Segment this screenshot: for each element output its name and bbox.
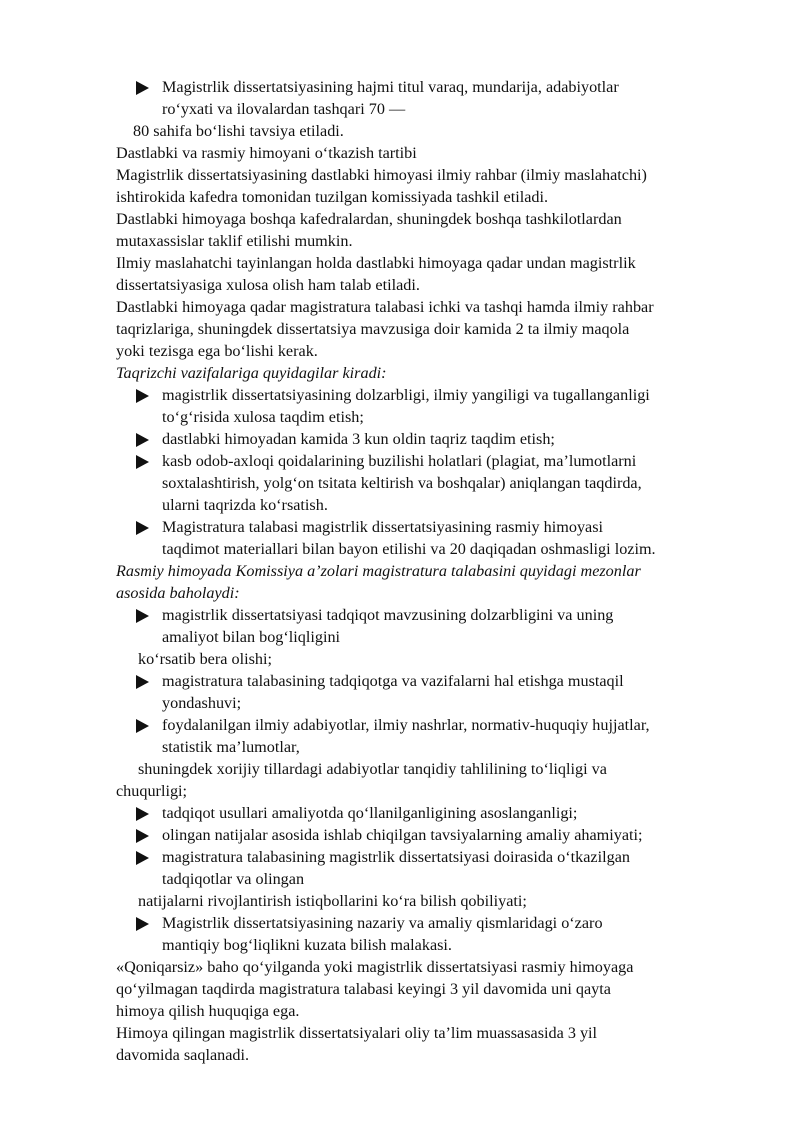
paragraph-line: soxtalashtirish, yolg‘on tsitata keltirish va boshqalar) aniqlangan taqdirda, bbox=[162, 474, 642, 492]
bullet-arrow-icon bbox=[136, 521, 149, 535]
list-item: magistrlik dissertatsiyasining dolzarbligi, ilmiy yangiligi va tugallanganligi bbox=[162, 386, 650, 404]
list-item: Magistrlik dissertatsiyasining hajmi titul varaq, mundarija, adabiyotlar bbox=[162, 78, 619, 96]
paragraph-line: taqdimot materiallari bilan bayon etilishi va 20 daqiqadan oshmasligi lozim. bbox=[162, 540, 656, 558]
paragraph-line: Himoya qilingan magistrlik dissertatsiyalari oliy ta’lim muassasasida 3 yil bbox=[116, 1024, 598, 1042]
list-item: magistrlik dissertatsiyasi tadqiqot mavzusining dolzarbligini va uning bbox=[162, 606, 614, 624]
list-item: Magistrlik dissertatsiyasining nazariy va amaliy qismlaridagi o‘zaro bbox=[162, 914, 603, 932]
paragraph-line: «Qoniqarsiz» baho qo‘yilganda yoki magistrlik dissertatsiyasi rasmiy himoyaga bbox=[116, 958, 634, 976]
bullet-arrow-icon bbox=[136, 851, 149, 865]
paragraph-line: mutaxassislar taklif etilishi mumkin. bbox=[116, 232, 353, 250]
bullet-arrow-icon bbox=[136, 455, 149, 469]
paragraph-line: himoya qilish huquqiga ega. bbox=[116, 1002, 300, 1020]
section-heading: asosida baholaydi: bbox=[116, 584, 240, 602]
paragraph-line: Dastlabki himoyaga boshqa kafedralardan, shuningdek boshqa tashkilotlardan bbox=[116, 210, 622, 228]
paragraph-line: amaliyot bilan bog‘liqligini bbox=[162, 628, 341, 646]
bullet-arrow-icon bbox=[136, 829, 149, 843]
paragraph-line: ro‘yxati va ilovalardan tashqari 70 — bbox=[162, 100, 406, 118]
paragraph-line: Magistrlik dissertatsiyasining dastlabki himoyasi ilmiy rahbar (ilmiy maslahatchi) bbox=[116, 166, 647, 184]
section-heading: Taqrizchi vazifalariga quyidagilar kiradi: bbox=[116, 364, 387, 382]
paragraph-line: yondashuvi; bbox=[162, 694, 242, 712]
paragraph-line: Dastlabki himoyaga qadar magistratura talabasi ichki va tashqi hamda ilmiy rahbar bbox=[116, 298, 654, 316]
list-item: foydalanilgan ilmiy adabiyotlar, ilmiy nashrlar, normativ-huquqiy hujjatlar, bbox=[162, 716, 650, 734]
bullet-arrow-icon bbox=[136, 389, 149, 403]
paragraph-line: statistik ma’lumotlar, bbox=[162, 738, 300, 756]
paragraph-line: taqrizlariga, shuningdek dissertatsiya mavzusiga doir kamida 2 ta ilmiy maqola bbox=[116, 320, 630, 338]
list-item: dastlabki himoyadan kamida 3 kun oldin taqriz taqdim etish; bbox=[162, 430, 555, 448]
paragraph-line: dissertatsiyasiga xulosa olish ham talab etiladi. bbox=[116, 276, 420, 294]
bullet-arrow-icon bbox=[136, 807, 149, 821]
paragraph-line: ishtirokida kafedra tomonidan tuzilgan komissiyada tashkil etiladi. bbox=[116, 188, 549, 206]
bullet-arrow-icon bbox=[136, 917, 149, 931]
bullet-arrow-icon bbox=[136, 433, 149, 447]
paragraph-line: to‘g‘risida xulosa taqdim etish; bbox=[162, 408, 364, 426]
list-item: tadqiqot usullari amaliyotda qo‘llanilganligining asoslanganligi; bbox=[162, 804, 578, 822]
list-item: Magistratura talabasi magistrlik dissertatsiyasining rasmiy himoyasi bbox=[162, 518, 604, 536]
paragraph-line: yoki tezisga ega bo‘lishi kerak. bbox=[116, 342, 318, 360]
list-item: magistratura talabasining tadqiqotga va vazifalarni hal etishga mustaqil bbox=[162, 672, 624, 690]
paragraph-line: mantiqiy bog‘liqlikni kuzata bilish malakasi. bbox=[162, 936, 452, 954]
bullet-arrow-icon bbox=[136, 81, 149, 95]
bullet-arrow-icon bbox=[136, 719, 149, 733]
paragraph-line: Ilmiy maslahatchi tayinlangan holda dastlabki himoyaga qadar undan magistrlik bbox=[116, 254, 636, 272]
list-item: olingan natijalar asosida ishlab chiqilgan tavsiyalarning amaliy ahamiyati; bbox=[162, 826, 643, 844]
paragraph-line: chuqurligi; bbox=[116, 782, 188, 800]
paragraph-line: 80 sahifa bo‘lishi tavsiya etiladi. bbox=[133, 122, 344, 140]
paragraph-line: ularni taqrizda ko‘rsatish. bbox=[162, 496, 328, 514]
paragraph-line: shuningdek xorijiy tillardagi adabiyotlar tanqidiy tahlilining to‘liqligi va bbox=[138, 760, 607, 778]
bullet-arrow-icon bbox=[136, 609, 149, 623]
paragraph-line: ko‘rsatib bera olishi; bbox=[138, 650, 272, 668]
paragraph-line: natijalarni rivojlantirish istiqbollarini ko‘ra bilish qobiliyati; bbox=[138, 892, 527, 910]
section-heading: Rasmiy himoyada Komissiya a’zolari magistratura talabasini quyidagi mezonlar bbox=[116, 562, 641, 580]
list-item: kasb odob-axloqi qoidalarining buzilishi holatlari (plagiat, ma’lumotlarni bbox=[162, 452, 637, 470]
paragraph-line: qo‘yilmagan taqdirda magistratura talabasi keyingi 3 yil davomida uni qayta bbox=[116, 980, 611, 998]
paragraph-line: davomida saqlanadi. bbox=[116, 1046, 250, 1064]
bullet-arrow-icon bbox=[136, 675, 149, 689]
paragraph-line: Dastlabki va rasmiy himoyani o‘tkazish tartibi bbox=[116, 144, 417, 162]
list-item: magistratura talabasining magistrlik dissertatsiyasi doirasida o‘tkazilgan bbox=[162, 848, 630, 866]
paragraph-line: tadqiqotlar va olingan bbox=[162, 870, 305, 888]
